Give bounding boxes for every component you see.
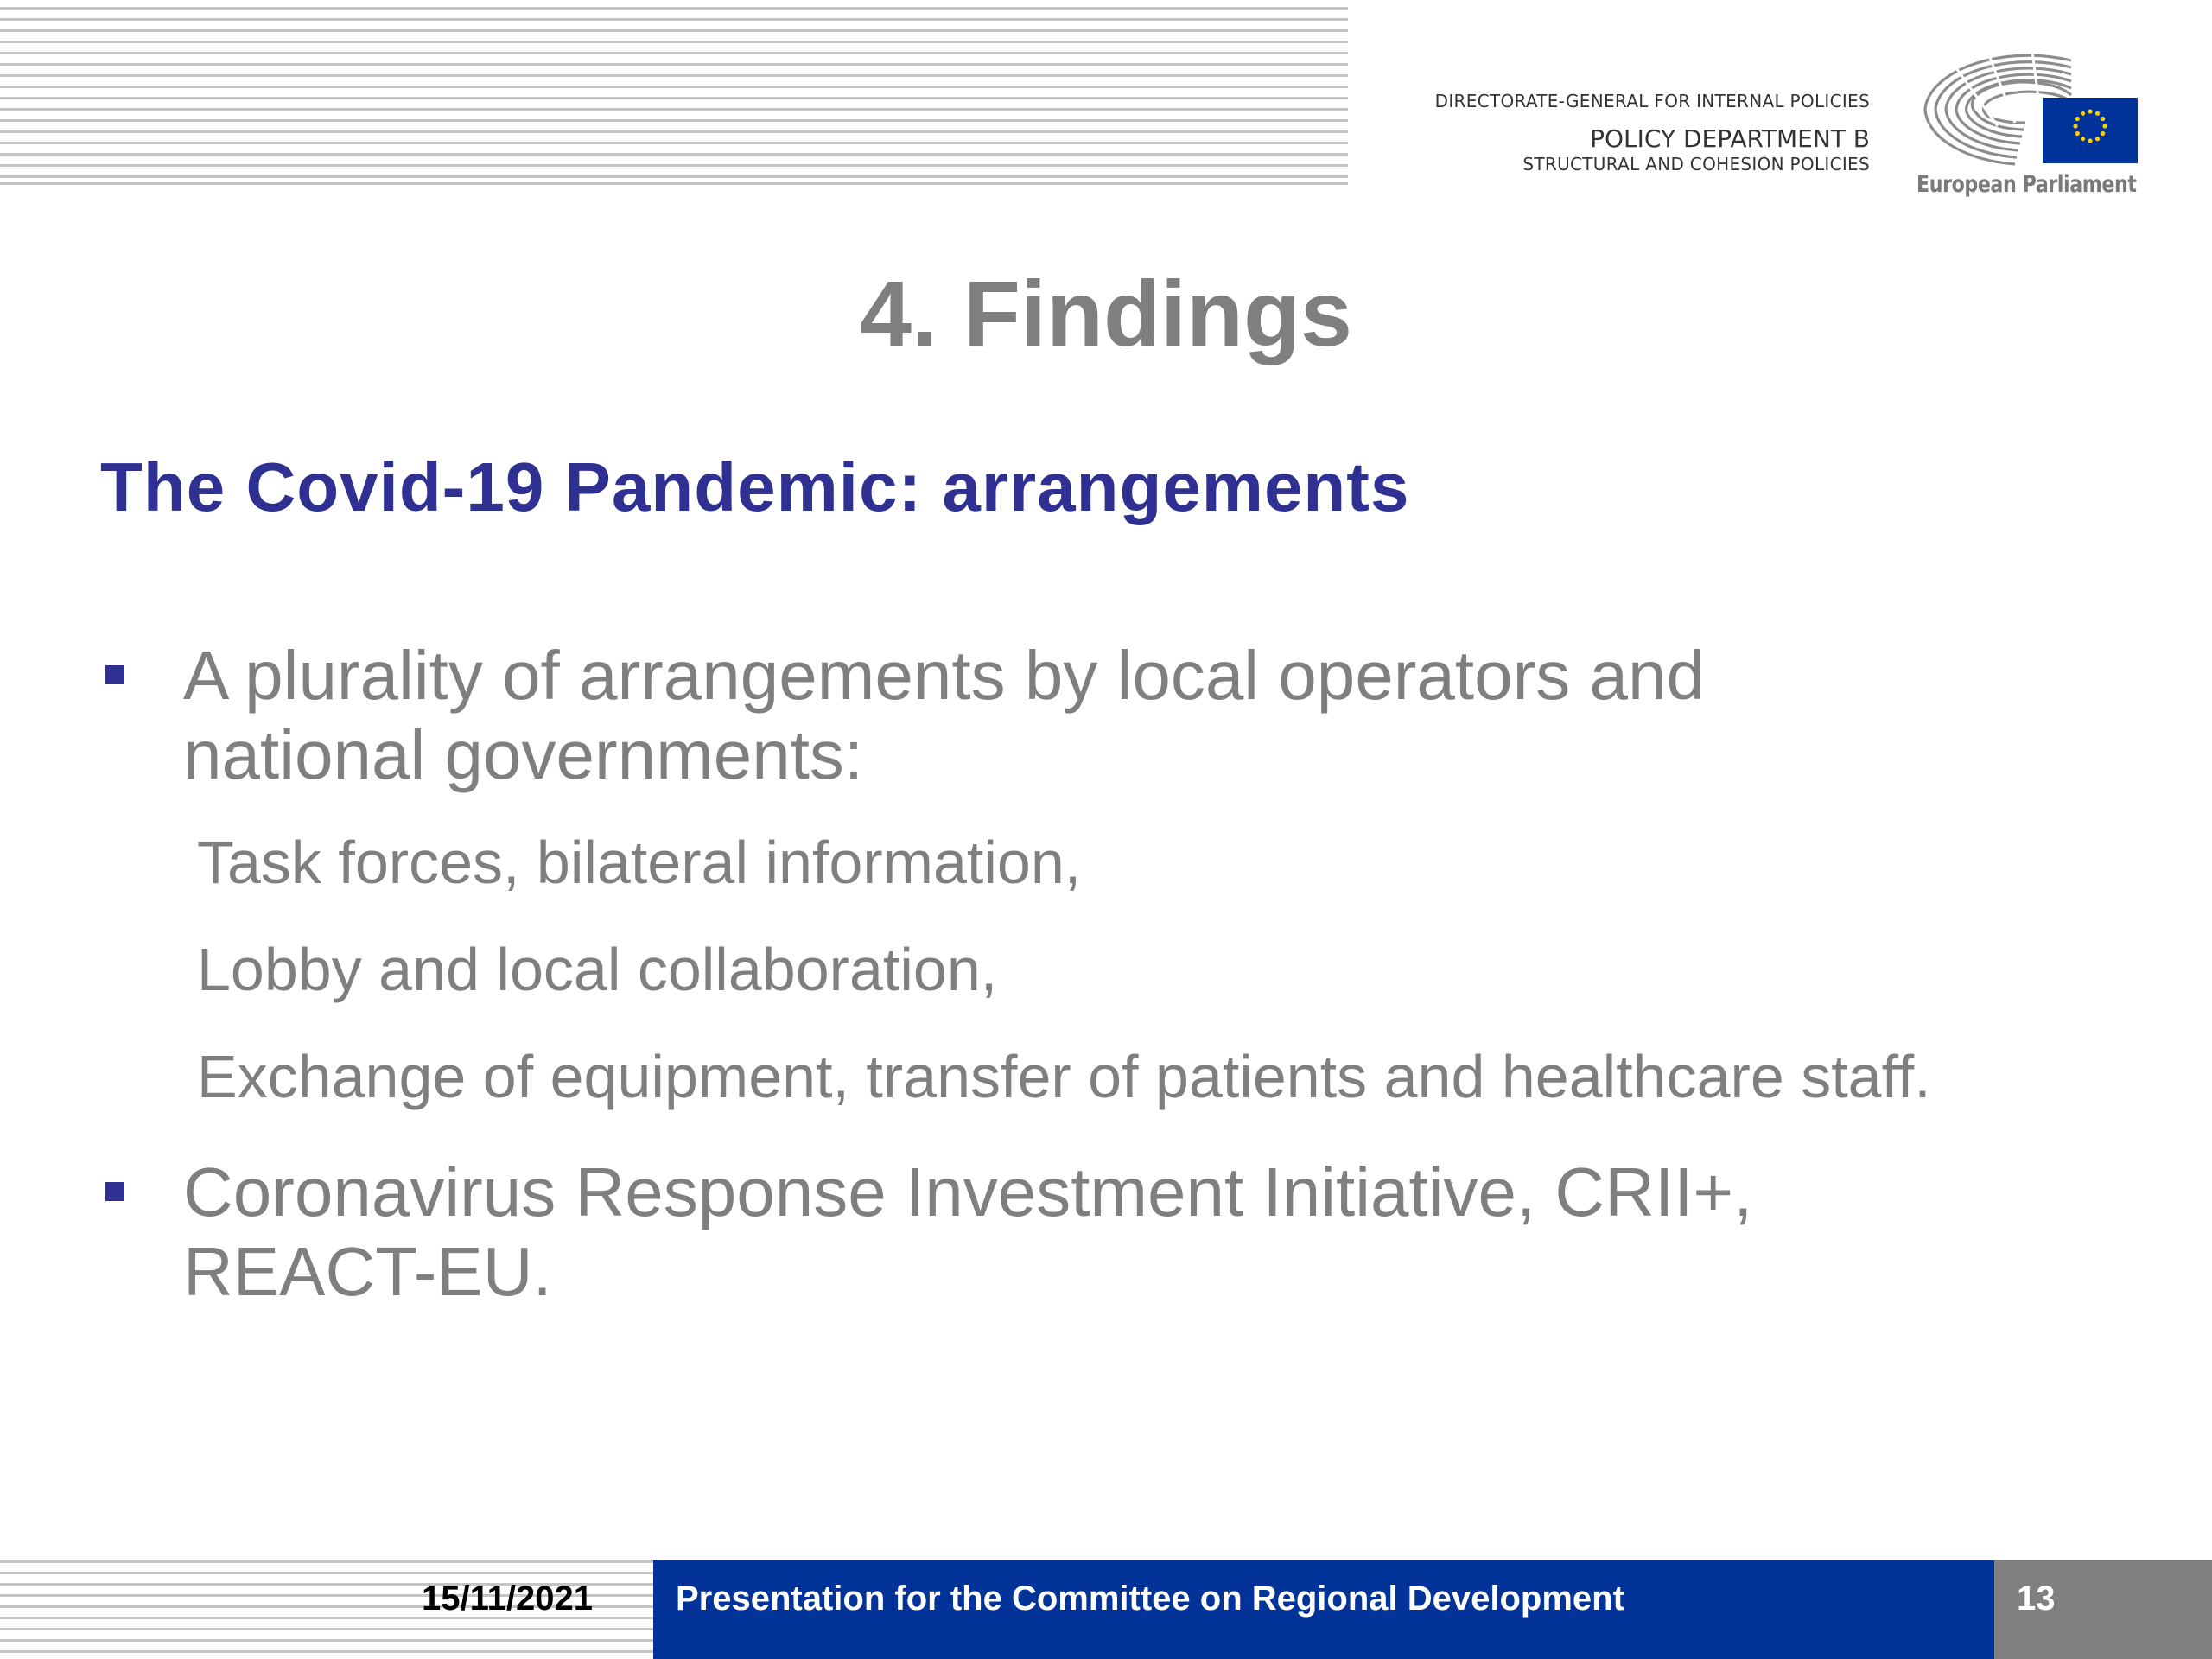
directorate-label: DIRECTORATE-GENERAL FOR INTERNAL POLICIES bbox=[1434, 91, 1870, 111]
sub-item: Exchange of equipment, transfer of patients and healthcare staff. bbox=[197, 1043, 1931, 1110]
sub-item: Task forces, bilateral information, bbox=[197, 829, 1082, 896]
directorate-block bbox=[1435, 90, 1870, 175]
slide-title bbox=[0, 259, 2212, 367]
bullet-line: national governments: bbox=[183, 716, 864, 793]
european-parliament-wordmark: European Parliament bbox=[1916, 171, 2137, 198]
footer-page-number: 13 bbox=[2017, 1580, 2056, 1618]
bullet-square-icon bbox=[105, 665, 124, 684]
sub-item: Lobby and local collaboration, bbox=[197, 936, 998, 1003]
bullet-line: A plurality of arrangements by local operators and bbox=[183, 637, 1705, 714]
bullet-square-icon bbox=[105, 1182, 124, 1201]
bullet-line: REACT-EU. bbox=[183, 1233, 552, 1310]
policies-label: STRUCTURAL AND COHESION POLICIES bbox=[1522, 154, 1870, 175]
department-label: POLICY DEPARTMENT B bbox=[1590, 124, 1870, 153]
slide-title-text: 4. Findings bbox=[859, 261, 1352, 365]
footer-date: 15/11/2021 bbox=[422, 1580, 593, 1618]
slide-subtitle: The Covid-19 Pandemic: arrangements bbox=[100, 448, 1410, 525]
bullet-line: Coronavirus Response Investment Initiative, CRII+, bbox=[183, 1154, 1753, 1230]
footer-presentation-title: Presentation for the Committee on Regional Development bbox=[676, 1580, 1624, 1618]
header-decorative-lines bbox=[0, 7, 1348, 185]
